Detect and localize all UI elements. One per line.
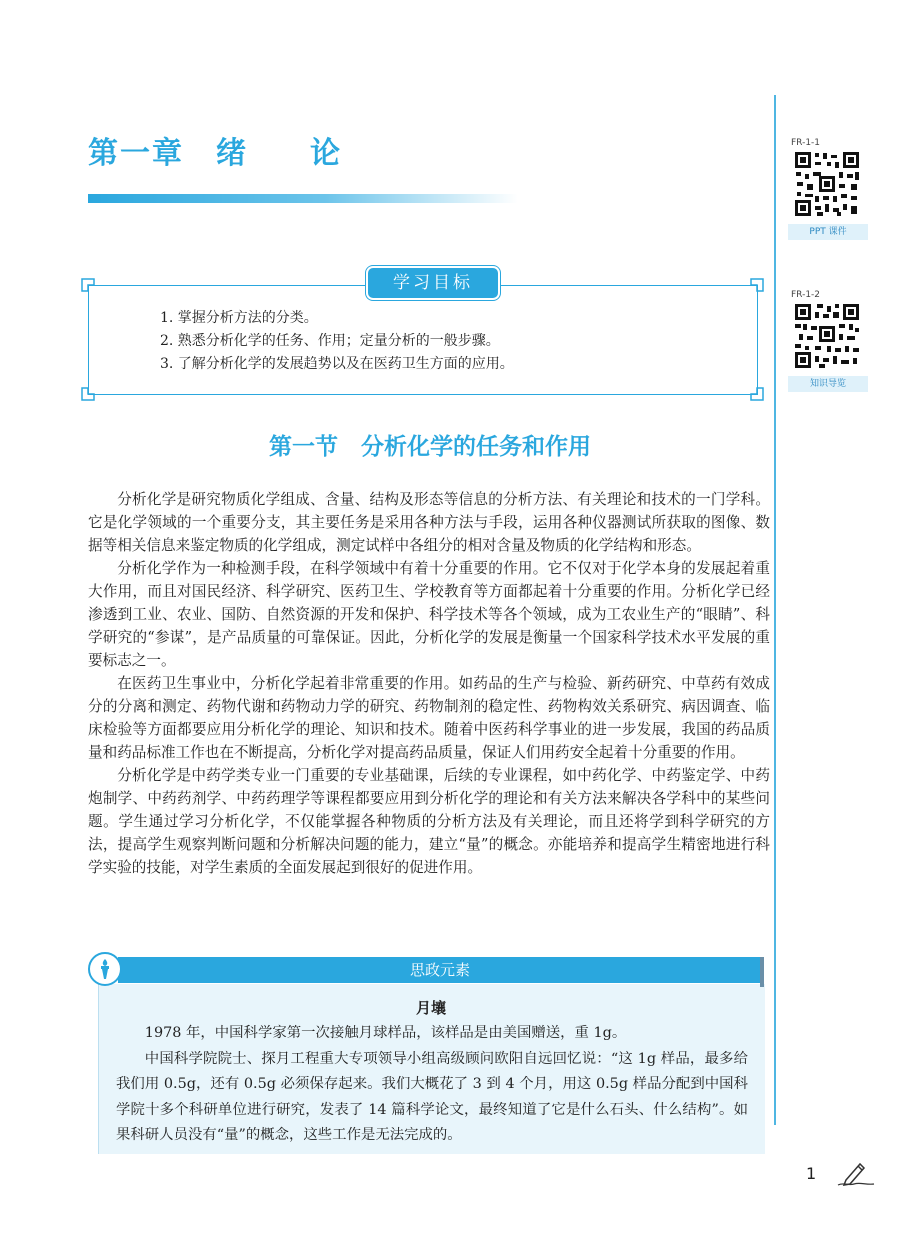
qr-caption: 知识导览 [788, 376, 868, 392]
ideology-heading-text: 思政元素 [409, 961, 470, 979]
paragraph: 分析化学是中药学类专业一门重要的专业基础课，后续的专业课程，如中药化学、中药鉴定学、中药炮制学、中药药剂学、中药药理学等课程都要应用到分析化学的理论和有关方法来解决各学科中的某些问题。学生通过学习分析化学，不仅能掌握各种物质的分析方法及有关理论，而且还将学到科学研究的方法，提高学生观察判断问题和分析解决问题的能力，建立“量”的概念。亦能培养和提高学生精密地进行科学实验的技能，对学生素质的全面发展起到很好的促进作用。 [88, 767, 770, 876]
corner-ornament-icon [741, 277, 765, 301]
chapter-title-right: 论 [310, 136, 342, 171]
torch-icon [88, 952, 122, 986]
ideology-header [88, 954, 764, 984]
corner-ornament-icon [80, 378, 104, 402]
paragraph: 在医药卫生事业中，分析化学起着非常重要的作用。如药品的生产与检验、新药研究、中草药有效成分的分离和测定、药物代谢和药物动力学的研究、药物制剂的稳定性、药物构效关系研究、病因调查、临床检验等方面都要应用分析化学的理论、知识和技术。随着中医药科学事业的进一步发展，我国的药品质量和药品标准工作也在不断提高，分析化学对提高药品质量，保证人们用药安全起着十分重要的作用。 [88, 675, 770, 761]
corner-ornament-icon [80, 277, 104, 301]
ideology-title: 月壤 [415, 999, 446, 1017]
ideology-text [116, 1021, 748, 1149]
chapter-title-left: 第一章 绪 [88, 136, 248, 171]
qr-code-icon[interactable] [791, 138, 861, 218]
qr-tag: FR-1-1 [791, 138, 821, 148]
paragraph: 分析化学作为一种检测手段，在科学领域中有着十分重要的作用。它不仅对于化学本身的发展起着重大作用，而且对国民经济、科学研究、医药卫生、学校教育等方面都起着十分重要的作用。分析化学已经渗透到工业、农业、国防、自然资源的开发和保护、科学技术等各个领域，成为工农业生产的“眼睛”、科学研究的“参谋”，是产品质量的可靠保证。因此，分析化学的发展是衡量一个国家科学技术水平发展的重要标志之一。 [88, 560, 770, 669]
chapter-title [88, 128, 342, 172]
header-edge [760, 957, 764, 987]
objectives-heading: 学习目标 [368, 268, 498, 298]
qr-tag: FR-1-2 [791, 290, 821, 300]
body-text [88, 488, 770, 879]
qr-block-guide[interactable] [788, 290, 866, 392]
paragraph: 分析化学是研究物质化学组成、含量、结构及形态等信息的分析方法、有关理论和技术的一门学科。它是化学领域的一个重要分支，其主要任务是采用各种方法与手段，运用各种仪器测试所获取的图像、数据等相关信息来鉴定物质的化学组成，测定试样中各组分的相对含量及物质的化学结构和形态。 [88, 491, 770, 554]
objectives-list [160, 307, 514, 376]
objective-item: 1. 掌握分析方法的分类。 [160, 310, 318, 326]
ideology-paragraph: 中国科学院院士、探月工程重大专项领导小组高级顾问欧阳自远回忆说：“这 1g 样品，最多给我们用 0.5g，还有 0.5g 必须保存起来。我们大概花了 3 到 4 个月，用这 0.5g 样品分配到中国科学院十多个科研单位进行研究，发表了 14 篇科学论文，最终知道了它是什么石头、什么结构”。如果科研人员没有“量”的概念，这些工作是无法完成的。 [116, 1050, 748, 1143]
title-underline [88, 194, 518, 203]
ideology-heading [118, 957, 762, 983]
objective-item: 3. 了解分析化学的发展趋势以及在医药卫生方面的应用。 [160, 356, 514, 372]
ideology-paragraph: 1978 年，中国科学家第一次接触月球样品，该样品是由美国赠送，重 1g。 [144, 1025, 627, 1041]
qr-caption: PPT 课件 [788, 224, 868, 240]
objective-item: 2. 熟悉分析化学的任务、作用；定量分析的一般步骤。 [160, 333, 500, 349]
corner-ornament-icon [741, 378, 765, 402]
qr-code-icon[interactable] [791, 290, 861, 370]
pencil-icon [834, 1158, 878, 1188]
section-title: 第一节 分析化学的任务和作用 [269, 434, 591, 460]
qr-block-ppt[interactable] [788, 138, 866, 240]
margin-rule [774, 95, 776, 1125]
page-number: 1 [806, 1164, 817, 1183]
